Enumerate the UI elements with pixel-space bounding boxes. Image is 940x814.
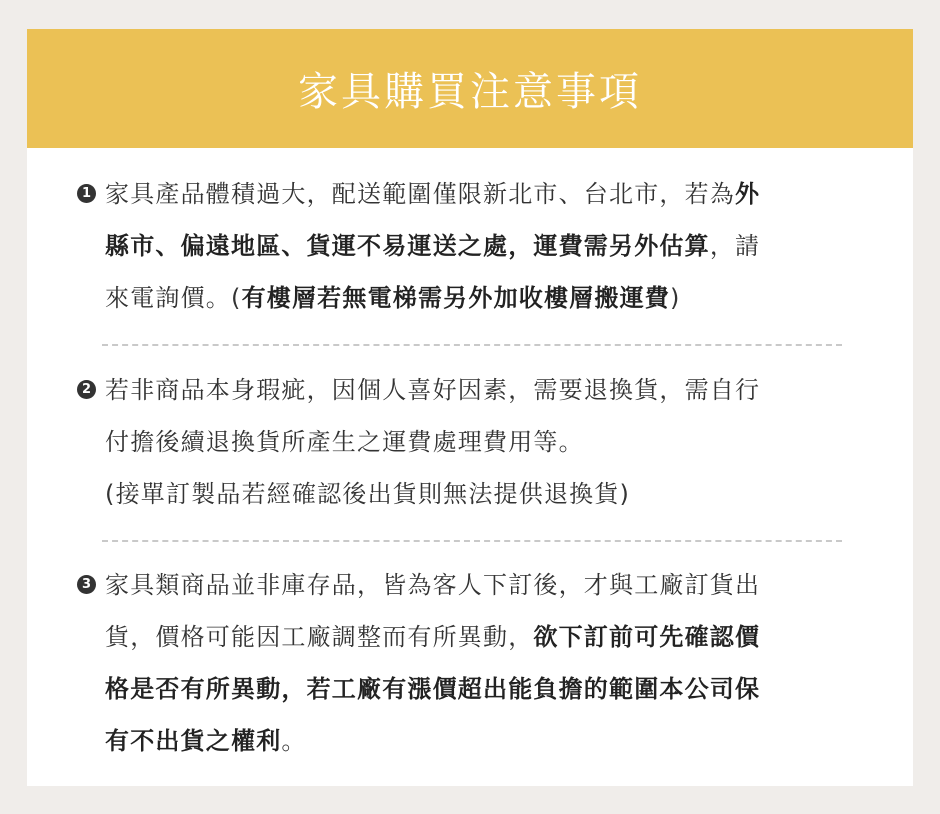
notice-line — [105, 416, 885, 468]
notice-text: ) — [669, 284, 681, 312]
emphasis-text: 外 — [735, 180, 761, 208]
notice-item-1 — [77, 168, 877, 328]
number-badge-2: 2 — [77, 380, 96, 399]
notice-text: 若非商品本身瑕疵，因個人喜好因素，需要退換貨，需自行 — [105, 376, 761, 404]
notice-text: 來電詢價。( — [105, 284, 242, 312]
dashed-divider — [102, 344, 842, 346]
notice-line — [105, 364, 885, 416]
dashed-divider — [102, 540, 842, 542]
notice-text: 。 — [281, 727, 307, 755]
emphasis-text: 縣市、偏遠地區、貨運不易運送之處，運費需另外估算 — [105, 232, 710, 260]
notice-text: (接單訂製品若經確認後出貨則無法提供退換貨) — [105, 480, 631, 508]
emphasis-text: 格是否有所異動，若工廠有漲價超出能負擔的範圍本公司保 — [105, 675, 761, 703]
notice-line — [105, 272, 885, 324]
emphasis-text: 有樓層若無電梯需另外加收樓層搬運費 — [241, 284, 670, 312]
notice-line — [105, 168, 885, 220]
emphasis-text: 有不出貨之權利 — [105, 727, 282, 755]
emphasis-text: 欲下訂前可先確認價 — [533, 623, 761, 651]
notice-line — [105, 663, 885, 715]
notice-line — [105, 611, 885, 663]
notice-text: 付擔後續退換貨所產生之運費處理費用等。 — [105, 428, 584, 456]
notice-card — [27, 29, 913, 786]
header-banner — [27, 29, 913, 148]
notice-line — [105, 468, 885, 520]
notice-text: ，請 — [709, 232, 761, 260]
notice-line — [105, 715, 885, 767]
notice-item-2 — [77, 364, 877, 524]
notice-item-3 — [77, 559, 877, 769]
notice-text: 家具類商品並非庫存品，皆為客人下訂後，才與工廠訂貨出 — [105, 571, 761, 599]
notice-line — [105, 559, 885, 611]
page-title: 家具購買注意事項 — [298, 69, 642, 115]
notice-text: 家具產品體積過大，配送範圍僅限新北市、台北市，若為 — [105, 180, 735, 208]
notice-line — [105, 220, 885, 272]
notice-text: 貨，價格可能因工廠調整而有所異動， — [105, 623, 534, 651]
number-badge-3: 3 — [77, 575, 96, 594]
number-badge-1: 1 — [77, 184, 96, 203]
